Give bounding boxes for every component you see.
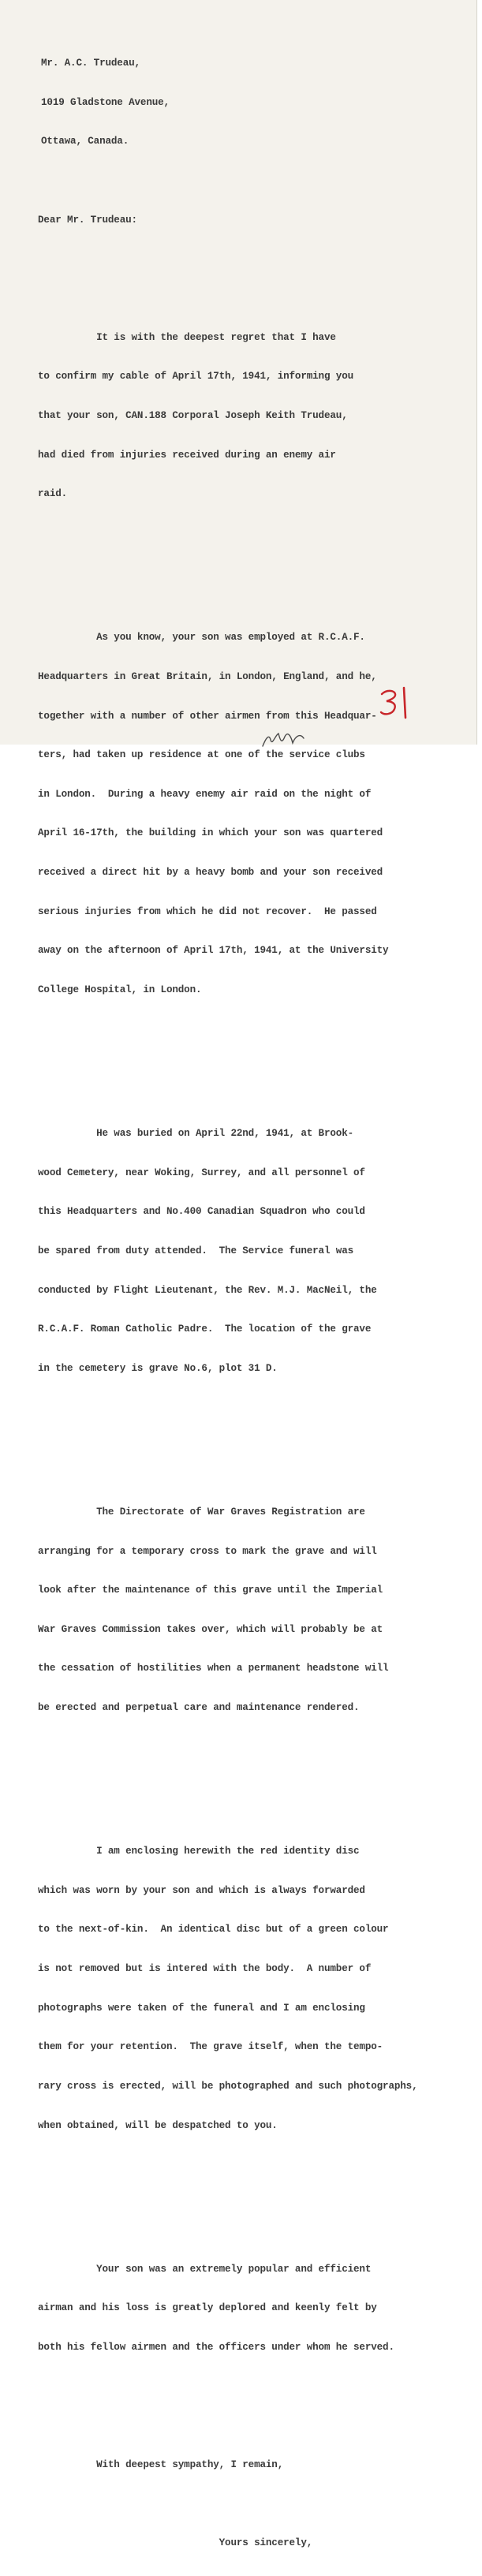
paragraph-5: [0, 1819, 476, 2158]
paragraph-2-line-5: in London. During a heavy enemy air raid on the night of: [38, 788, 372, 800]
paragraph-1-line-1: It is with the deepest regret that I have: [38, 331, 336, 343]
paragraph-5-line-4: is not removed but is intered with the body. A number of: [38, 1963, 372, 1975]
address-line-2: 1019 Gladstone Avenue,: [41, 96, 170, 108]
paragraph-5-line-8: when obtained, will be despatched to you.: [38, 2119, 278, 2131]
paragraph-2-line-3: together with a number of other airmen from this Headquar-: [38, 710, 377, 722]
address-line-1: Mr. A.C. Trudeau,: [41, 58, 140, 69]
paragraph-4-line-3: look after the maintenance of this grave until the Imperial: [38, 1585, 383, 1596]
paragraph-2-line-1: As you know, your son was employed at R.C.A.F.: [38, 632, 365, 644]
paragraph-2-line-2: Headquarters in Great Britain, in London, England, and he,: [38, 670, 377, 682]
paragraph-4: [0, 1480, 476, 1741]
paragraph-3: [0, 1101, 476, 1402]
paragraph-1-line-3: that your son, CAN.188 Corporal Joseph Keith Trudeau,: [38, 409, 348, 421]
paragraph-2-line-9: away on the afternoon of April 17th, 1941, at the University: [38, 945, 389, 957]
paragraph-6-line-1: Your son was an extremely popular and efficient: [38, 2263, 372, 2275]
paragraph-5-line-6: them for your retention. The grave itself, when the tempo-: [38, 2041, 383, 2053]
paragraph-4-line-5: the cessation of hostilities when a permanent headstone will: [38, 1663, 389, 1674]
paragraph-5-line-5: photographs were taken of the funeral and I am enclosing: [38, 2002, 365, 2014]
paragraph-2: [0, 605, 476, 1023]
paragraph-3-line-6: R.C.A.F. Roman Catholic Padre. The location of the grave: [38, 1323, 372, 1335]
paragraph-1: [0, 305, 476, 527]
paragraph-4-line-2: arranging for a temporary cross to mark the grave and will: [38, 1545, 377, 1557]
paragraph-2-line-8: serious injuries from which he did not recover. He passed: [38, 905, 377, 917]
paragraph-1-line-4: had died from injuries received during an enemy air: [38, 449, 336, 461]
paragraph-4-line-4: War Graves Commission takes over, which will probably be at: [38, 1623, 383, 1635]
signature-fragment: [256, 724, 319, 748]
paragraph-3-line-1: He was buried on April 22nd, 1941, at Brook-: [38, 1128, 354, 1140]
paragraph-3-line-7: in the cemetery is grave No.6, plot 31 D.: [38, 1362, 278, 1374]
paragraph-2-line-6: April 16-17th, the building in which your son was quartered: [38, 827, 383, 839]
paragraph-4-line-1: The Directorate of War Graves Registration are: [38, 1506, 365, 1518]
paragraph-1-line-2: to confirm my cable of April 17th, 1941, informing you: [38, 371, 354, 383]
paragraph-6: [0, 2237, 476, 2380]
closing-yours-sincerely: Yours sincerely,: [38, 2537, 313, 2549]
paragraph-5-line-1: I am enclosing herewith the red identity disc: [38, 1846, 360, 1857]
paragraph-5-line-7: rary cross is erected, will be photographed and such photographs,: [38, 2080, 418, 2092]
paragraph-3-line-4: be spared from duty attended. The Service funeral was: [38, 1245, 354, 1256]
address-line-3: Ottawa, Canada.: [41, 136, 129, 147]
paragraph-6-line-2: airman and his loss is greatly deplored and keenly felt by: [38, 2302, 377, 2314]
paragraph-2-line-7: received a direct hit by a heavy bomb and your son received: [38, 867, 383, 879]
paragraph-2-line-4: ters, had taken up residence at one of the service clubs: [38, 749, 365, 761]
paragraph-3-line-3: this Headquarters and No.400 Canadian Squadron who could: [38, 1206, 365, 1218]
paragraph-3-line-5: conducted by Flight Lieutenant, the Rev. M.J. MacNeil, the: [38, 1284, 377, 1296]
paragraph-5-line-3: to the next-of-kin. An identical disc but of a green colour: [38, 1924, 389, 1936]
handwritten-red-mark: [377, 683, 420, 722]
paragraph-5-line-2: which was worn by your son and which is always forwarded: [38, 1884, 365, 1896]
paragraph-6-line-3: both his fellow airmen and the officers under whom he served.: [38, 2341, 394, 2353]
paragraph-4-line-6: be erected and perpetual care and maintenance rendered.: [38, 1702, 360, 1714]
salutation: Dear Mr. Trudeau:: [38, 214, 137, 226]
paragraph-1-line-5: raid.: [38, 488, 68, 500]
paragraph-2-line-10: College Hospital, in London.: [38, 984, 202, 996]
closing-sympathy: With deepest sympathy, I remain,: [38, 2458, 284, 2470]
paragraph-3-line-2: wood Cemetery, near Woking, Surrey, and all personnel of: [38, 1167, 365, 1178]
